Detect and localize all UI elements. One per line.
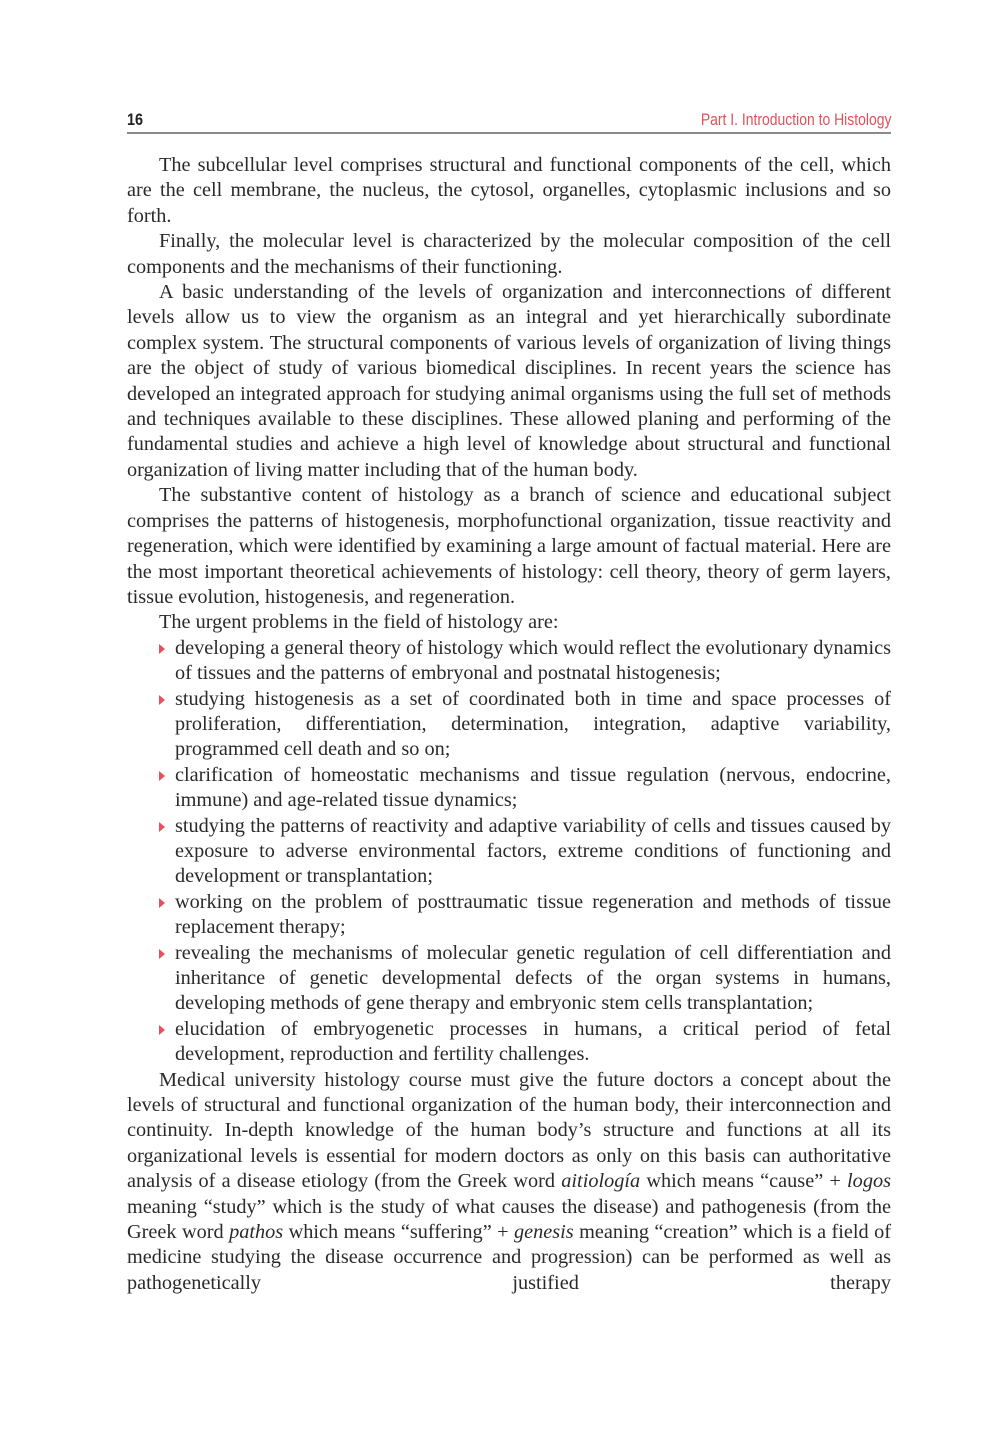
- text-run: Medical university histology course must give the future doctors a concept about the levels of structural and functional organization of the human body, their interconnection and continuity. In-depth knowledge of the human body’s structure and functions at all its organizational levels is essential for modern doctors as only on this basis can authoritative analysis of a disease etiology (from the Greek word: [127, 1068, 891, 1193]
- list-item: [127, 763, 891, 814]
- text-run: meaning “creation” which is a field of medicine studying the disease occurrence and progression) can be performed as well as pathogenetically justified therapy: [127, 1221, 892, 1294]
- text-run: meaning “study” which is the study of what causes the disease) and pathogenesis (from the Greek word: [127, 1195, 891, 1244]
- list-item: [127, 1017, 891, 1068]
- list-item: [127, 814, 891, 890]
- page-number: 16: [127, 110, 144, 129]
- list-item-text: elucidation of embryogenetic processes in humans, a critical period of fetal development, reproduction and fertility challenges.: [175, 1017, 891, 1066]
- list-item-text: studying the patterns of reactivity and adaptive variability of cells and tissues caused by exposure to adverse environmental factors, extreme conditions of functioning and development or transplantation;: [175, 814, 891, 888]
- paragraph-molecular-level: Finally, the molecular level is characterized by the molecular composition of the cell components and the mechanisms of their functioning.: [127, 230, 891, 278]
- urgent-problems-list: [127, 636, 891, 1068]
- triangle-bullet-icon: [159, 1025, 165, 1035]
- paragraph-urgent-problems-intro: The urgent problems in the field of histology are:: [159, 611, 559, 634]
- list-item-text: clarification of homeostatic mechanisms and tissue regulation (nervous, endocrine, immune) and age-related tissue dynamics;: [175, 763, 891, 812]
- list-item-text: working on the problem of posttraumatic tissue regeneration and methods of tissue replacement therapy;: [175, 890, 891, 939]
- paragraph-levels-of-organization: A basic understanding of the levels of organization and interconnections of different levels allow us to view the organism as an integral and yet hierarchically subordinate complex system. The structural components of various levels of organization of living things are the object of study of various biomedical disciplines. In recent years the science has developed an integrated approach for studying animal organisms using the full set of methods and techniques available to these disciplines. These allowed planing and performing of the fundamental studies and achieve a high level of knowledge about structural and functional organization of living matter including that of the human body.: [127, 281, 891, 481]
- list-item: [127, 890, 891, 941]
- triangle-bullet-icon: [159, 771, 165, 781]
- triangle-bullet-icon: [159, 695, 165, 705]
- paragraph-subcellular-level: The subcellular level comprises structural and functional components of the cell, which are the cell membrane, the nucleus, the cytosol, organelles, cytoplasmic inclusions and so forth.: [127, 154, 891, 227]
- greek-term-pathos: pathos: [229, 1221, 284, 1244]
- triangle-bullet-icon: [159, 898, 165, 908]
- greek-term-logos: logos: [847, 1170, 891, 1193]
- list-item-text: studying histogenesis as a set of coordinated both in time and space processes of proliferation, differentiation, determination, integration, adaptive variability, programmed cell death and so on;: [175, 687, 891, 761]
- section-title: Part I. Introduction to Histology: [700, 110, 891, 129]
- greek-term-genesis: genesis: [514, 1221, 574, 1244]
- list-item: [127, 636, 891, 687]
- triangle-bullet-icon: [159, 644, 165, 654]
- greek-term-aitiologia: aitiología: [561, 1170, 641, 1193]
- running-header: [127, 106, 891, 134]
- list-item-text: revealing the mechanisms of molecular genetic regulation of cell differentiation and inheritance of genetic developmental defects of the organ systems in humans, developing methods of gene therapy and embryonic stem cells transplantation;: [175, 941, 891, 1015]
- paragraph-medical-course: [127, 1068, 891, 1297]
- triangle-bullet-icon: [159, 822, 165, 832]
- list-item: [127, 941, 891, 1017]
- paragraph-histology-content: The substantive content of histology as a branch of science and educational subject comprises the patterns of histogenesis, morphofunctional organization, tissue reactivity and regeneration, which were identified by examining a large amount of factual material. Here are the most important theoretical achievements of histology: cell theory, theory of germ layers, tissue evolution, histogenesis, and regeneration.: [127, 484, 891, 608]
- list-item-text: developing a general theory of histology which would reflect the evolutionary dynamics of tissues and the patterns of embryonal and postnatal histogenesis;: [175, 636, 891, 685]
- book-page: [127, 106, 891, 1296]
- text-run: which means “cause” +: [640, 1170, 848, 1193]
- text-run: which means “suffering” +: [283, 1221, 514, 1244]
- body-text: [127, 153, 891, 1296]
- triangle-bullet-icon: [159, 949, 165, 959]
- list-item: [127, 687, 891, 763]
